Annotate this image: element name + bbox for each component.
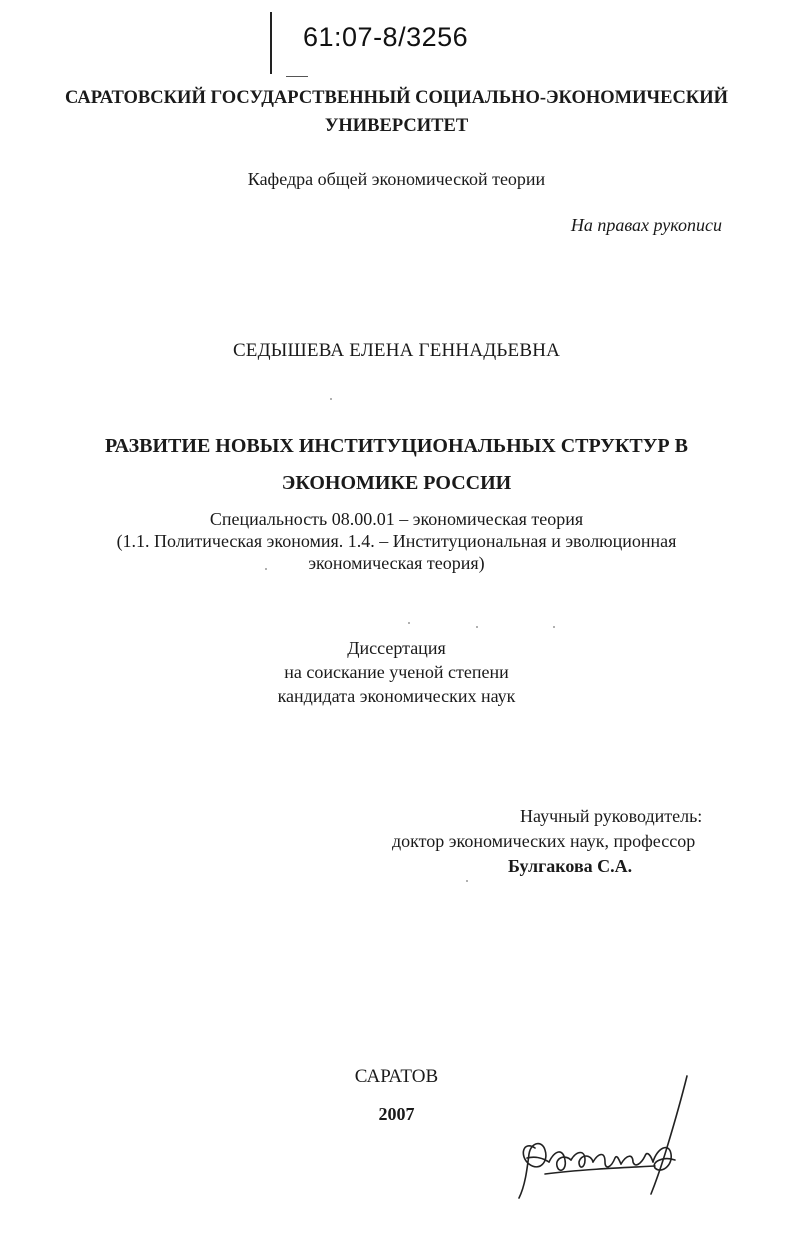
- scan-speck: [553, 626, 555, 628]
- scan-speck: [265, 568, 267, 570]
- advisor-name: Булгакова С.А.: [508, 856, 633, 876]
- manuscript-note: На правах рукописи: [570, 215, 722, 235]
- dissertation-line-1: Диссертация: [347, 638, 446, 658]
- dissertation-title: [0, 428, 793, 502]
- scan-speck: [476, 626, 478, 628]
- dissertation-line-3: кандидата экономических наук: [277, 686, 516, 706]
- advisor-label: Научный руководитель:: [520, 806, 703, 826]
- stamp-divider: [286, 76, 308, 77]
- department: Кафедра общей экономической теории: [247, 169, 546, 189]
- advisor-block: [392, 804, 732, 879]
- dissertation-description: [0, 636, 793, 708]
- specialty-line-1: Специальность 08.00.01 – экономическая теория: [209, 509, 584, 529]
- title-line-1: РАЗВИТИЕ НОВЫХ ИНСТИТУЦИОНАЛЬНЫХ СТРУКТУР В: [105, 435, 688, 457]
- scan-speck: [466, 880, 468, 882]
- specialty-line-2: (1.1. Политическая экономия. 1.4. – Институциональная и эволюционная: [116, 531, 677, 551]
- city: САРАТОВ: [354, 1066, 439, 1087]
- institution-line-1: САРАТОВСКИЙ ГОСУДАРСТВЕННЫЙ СОЦИАЛЬНО-ЭКОНОМИЧЕСКИЙ: [64, 88, 728, 108]
- title-line-2: ЭКОНОМИКЕ РОССИИ: [281, 472, 512, 494]
- scan-speck: [408, 622, 410, 624]
- registry-code: 61:07-8/3256: [303, 22, 469, 52]
- institution-line-2: УНИВЕРСИТЕТ: [324, 116, 469, 136]
- handwritten-signature: [505, 1070, 705, 1210]
- specialty: [0, 508, 793, 574]
- specialty-line-3: экономическая теория): [308, 553, 485, 573]
- dissertation-line-2: на соискание ученой степени: [284, 662, 509, 682]
- year: 2007: [378, 1104, 415, 1124]
- institution-name: [0, 84, 793, 140]
- advisor-degree: доктор экономических наук, профессор: [392, 831, 696, 851]
- author-name: СЕДЫШЕВА ЕЛЕНА ГЕННАДЬЕВНА: [232, 340, 561, 361]
- scan-speck: [330, 398, 332, 400]
